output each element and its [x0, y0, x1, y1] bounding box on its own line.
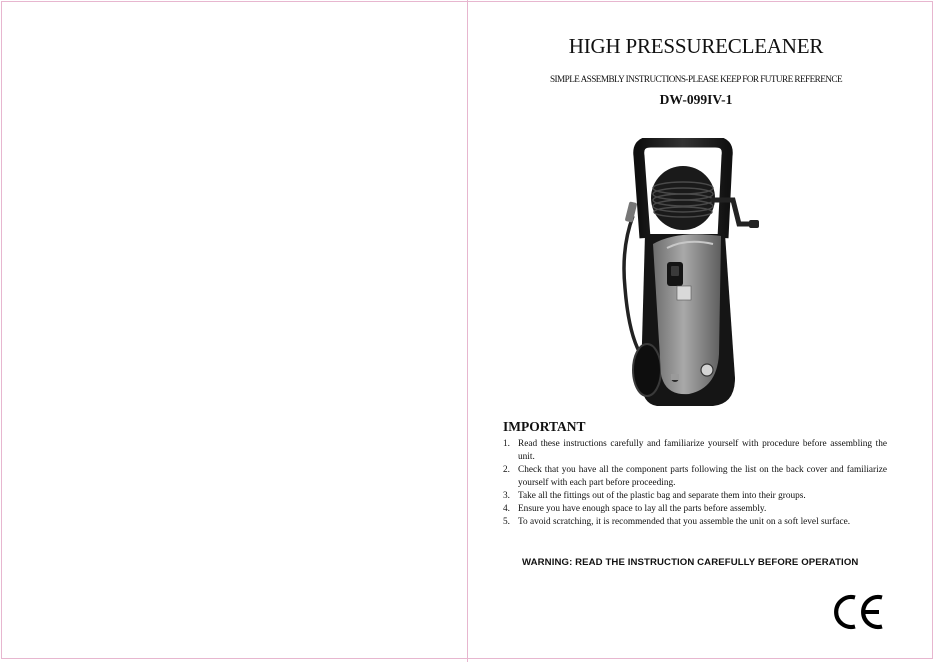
list-item-text: Ensure you have enough space to lay all the parts before assembly. — [518, 504, 767, 514]
ce-mark-icon — [833, 594, 887, 630]
document-title: HIGH PRESSURECLEANER — [568, 34, 824, 58]
instruction-list — [503, 438, 887, 529]
list-item-number: 3. — [503, 491, 510, 501]
list-item-number: 5. — [503, 517, 510, 527]
list-item-number: 2. — [503, 465, 510, 475]
list-item-text: Check that you have all the component parts following the list on the back cover and familiarize yourself with each part before proceeding. — [518, 465, 887, 488]
list-item-text: To avoid scratching, it is recommended that you assemble the unit on a soft level surface. — [518, 517, 851, 527]
list-item — [503, 464, 887, 490]
list-item-number: 4. — [503, 504, 510, 514]
important-heading: IMPORTANT — [503, 419, 586, 434]
list-item — [503, 503, 887, 516]
pressure-washer-illustration — [617, 138, 767, 418]
left-page-blank — [2, 2, 466, 658]
list-item — [503, 438, 887, 464]
warning-text: WARNING: READ THE INSTRUCTION CAREFULLY BEFORE OPERATION — [522, 557, 859, 568]
document-subtitle: SIMPLE ASSEMBLY INSTRUCTIONS-PLEASE KEEP FOR FUTURE REFERENCE — [549, 74, 843, 84]
list-item-number: 1. — [503, 439, 510, 449]
list-item-text: Take all the fittings out of the plastic bag and separate them into their groups. — [518, 491, 806, 501]
list-item-text: Read these instructions carefully and familiarize yourself with procedure before assembling the unit. — [518, 439, 887, 462]
list-item — [503, 490, 887, 503]
model-number: DW-099IV-1 — [659, 92, 733, 107]
page-fold-line — [467, 0, 468, 662]
right-page — [469, 2, 933, 658]
list-item — [503, 516, 887, 529]
